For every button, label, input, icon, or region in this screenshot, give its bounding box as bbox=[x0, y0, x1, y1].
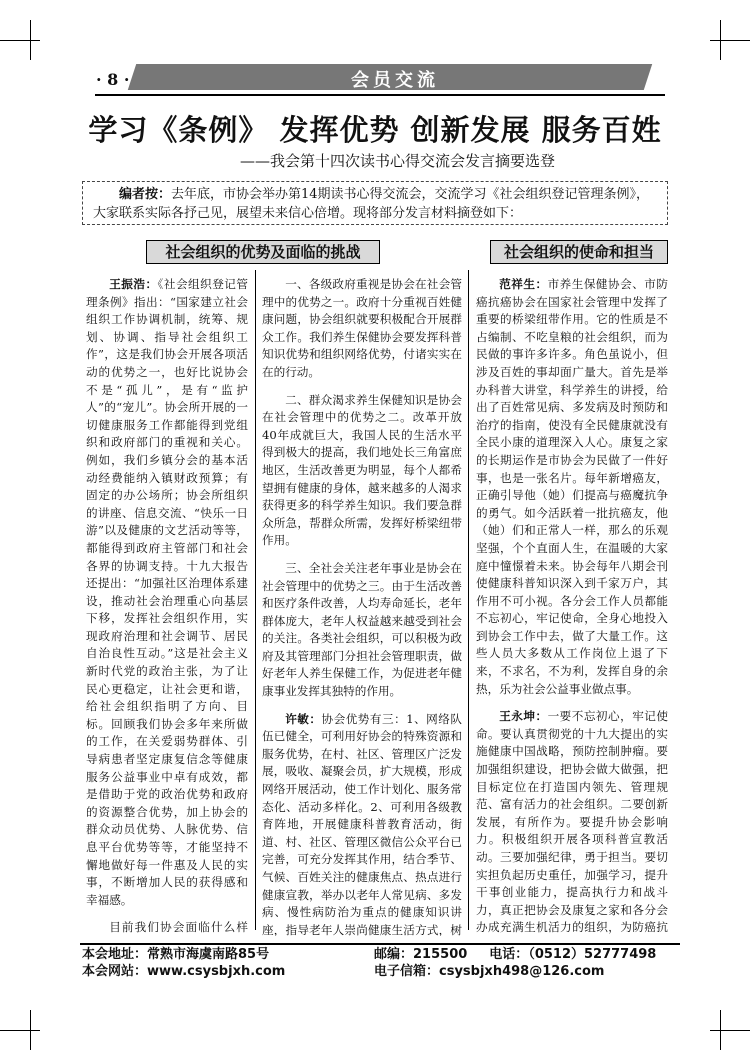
paragraph bbox=[262, 711, 462, 936]
footer-contact bbox=[374, 946, 656, 963]
paragraph-text: 协会优势有三：1、网络队伍已健全，可利用好协会的特殊资源和服务优势，在村、社区、管理区广泛发展，吸收、凝聚会员，扩大规模，形成网络开展活动，使工作计划化、服务常态化、活动多样化。2、可利用各级教育阵地，开展健康科普教育活动，街道、村、社区、管理区微信公众平台已完善，可充分发挥其作用，结合季节、气候、百姓关注的健康焦点、热点进行健康宣教，举办以老年人常见病、多发病、慢性病防治为重点的健康知识讲座，指导老年人崇尚健康生活方式，树 bbox=[262, 711, 462, 936]
paragraph bbox=[262, 560, 462, 701]
address-value: 常熟市海虞南路85号 bbox=[147, 947, 270, 962]
editor-note-label: 编者按： bbox=[119, 187, 172, 202]
section-title-right: 社会组织的使命和担当 bbox=[490, 240, 668, 264]
paragraph-text: 一、各级政府重视是协会在社会管理中的优势之一。政府十分重视百姓健康问题，协会组织就要积极配合开展群众工作。我们养生保健协会要发挥科普知识优势和组织网络优势，付诸实实在在的行动。 bbox=[262, 277, 462, 379]
section-banner-label: 会员交流 bbox=[351, 70, 439, 91]
footer-rule bbox=[80, 943, 680, 945]
headline-title: 学习《条例》 发挥优势 创新发展 服务百姓 bbox=[88, 113, 662, 147]
page-number: · 8 · bbox=[96, 70, 130, 89]
crop-mark bbox=[710, 1030, 750, 1031]
paragraph-text: 市养生保健协会、市防癌抗癌协会在国家社会管理中发挥了重要的桥梁纽带作用。它的性质是不占编制、不吃皇粮的社会组织，而为民做的事许多许多。角色虽说小，但涉及百姓的事却面广量大。首先是举办科普大讲堂，科学养生的讲授，给出了百姓常见病、多发病及时预防和治疗的指南，使没有全民健康就没有全民小康的道理深入人心。康复之家的长期运作是市协会为民做了一件好事，也是一张名片。每年新增癌友，正确引导他（她）们提高与癌魔抗争的勇气。如今活跃着一批抗癌友，他（她）们和正常人一样，那么的乐观坚强，个个直面人生，在温暖的大家庭中憧憬着未来。协会每年八期会刊使健康科普知识深入到千家万户，其作用不可小视。各分会工作人员都能不忘初心，牢记使命，全身心地投入到协会工作中去，做了大量工作。这些人员大多数从工作岗位上退了下来，不求名，不为利，发挥自身的余热，乐为社会公益事业做点事。 bbox=[476, 277, 668, 696]
footer-address bbox=[82, 946, 285, 963]
paragraph-text: 《社会组织登记管理条例》指出：“国家建立社会组织工作协调机制，统筹、规划、协调、指导社会组织工作”，这是我们协会开展各项活动的优势之一，也好比说协会不是“孤儿”，是有“监护人”的“宠儿”。协会所开展的一切健康服务工作都能得到党组织和政府部门的重视和关心。例如，我们乡镇分会的基本活动经费能纳入镇财政预算；有固定的办公场所；协会所组织的讲座、信息交流、“快乐一日游”以及健康的文艺活动等等，都能得到政府主管部门和社会各界的协调支持。十九大报告还提出：“加强社区治理体系建设，推动社会治理重心向基层下移，发挥社会组织作用，实现政府治理和社会调节、居民自治良性互动。”这是社会主义新时代党的政治主张，为了让民心更稳定，让社会更和谐，给社会组织指明了方向、目标。回顾我们协会多年来所做的工作，在关爱弱势群体、引导病患者坚定康复信念等健康服务公益事业中卓有成效，都是借助于党的政治优势和政府的资源整合优势，加上协会的群众动员优势、人脉优势、信息平台优势等等，才能坚持不懈地做好每一件惠及人民的实事，不断增加人民的获得感和幸福感。 bbox=[86, 277, 248, 907]
paragraph bbox=[476, 276, 668, 698]
paragraph bbox=[262, 276, 462, 382]
email-label: 电子信箱： bbox=[374, 964, 440, 979]
editor-note bbox=[82, 181, 668, 225]
phone-label: 电话： bbox=[489, 947, 529, 962]
speaker-name: 范祥生： bbox=[499, 277, 548, 291]
speaker-name: 王永坤： bbox=[499, 709, 548, 724]
postcode-label: 邮编： bbox=[374, 947, 414, 962]
paragraph-text: 一要不忘初心，牢记使命。要认真贯彻党的十九大提出的实施健康中国战略，预防控制肿瘤。要加强组织建设，把协会做大做强，把目标定位在打造国内领先、管理规范、富有活力的社会组织。二要创新发展，有所作为。要提升协会影响力。积极组织开展各项科普宣教活动。三要加强纪律，勇于担当。要切实担负起历史重任，加强学习，提升干事创业能力，提高执行力和战斗力，真正把协会及康复之家和各分会办成充满生机活力的组织，为防癌抗 bbox=[476, 709, 668, 935]
postcode-value: 215500 bbox=[413, 947, 468, 962]
phone-value: （0512）52777498 bbox=[528, 947, 657, 962]
paragraph-text: 二、群众渴求养生保健知识是协会在社会管理中的优势之二。改革开放40年成就巨大，我国人民的生活水平得到极大的提高，我们地处长三角富庶地区，生活改善更为明显，每个人都希望拥有健康的身体，越来越多的人渴求获得更多的科学养生知识。我们要急群众所急，帮群众所需，发挥好桥梁纽带作用。 bbox=[262, 392, 462, 548]
header-rule bbox=[95, 94, 665, 96]
paragraph bbox=[476, 708, 668, 936]
column-divider bbox=[468, 270, 469, 930]
paragraph bbox=[86, 276, 248, 909]
column-3 bbox=[476, 276, 668, 936]
headline-subtitle: ——我会第十四次读书心得交流会发言摘要选登 bbox=[240, 152, 556, 170]
column-1 bbox=[86, 276, 248, 936]
crop-mark bbox=[0, 1030, 40, 1031]
editor-note-text: 去年底，市协会举办第14期读书心得交流会，交流学习《社会组织登记管理条例》，大家联系实际各抒己见，展望未来信心倍增。现将部分发言材料摘登如下： bbox=[93, 187, 650, 221]
paragraph-text: 三、全社会关注老年事业是协会在社会管理中的优势之三。由于生活改善和医疗条件改善，人均寿命延长，老年群体庞大，老年人权益越来越受到社会的关注。各类社会组织，可以积极为政府及其管理部门分担社会管理职责，做好老年人养生保健工作，为促进老年健康事业发挥其独特的作用。 bbox=[262, 560, 462, 699]
column-divider bbox=[255, 270, 256, 930]
footer-website bbox=[82, 963, 285, 980]
address-label: 本会地址： bbox=[82, 947, 148, 962]
speaker-name: 王振浩： bbox=[109, 277, 158, 291]
email-link[interactable]: csysbjxh498@126.com bbox=[439, 964, 605, 979]
paragraph bbox=[262, 392, 462, 550]
crop-mark bbox=[710, 40, 750, 41]
paragraph bbox=[86, 919, 248, 936]
crop-mark bbox=[0, 40, 40, 41]
footer-left bbox=[82, 946, 285, 980]
paragraph-text: 目前我们协会面临什么样 bbox=[109, 920, 248, 935]
website-link[interactable]: www.csysbjxh.com bbox=[147, 964, 286, 979]
footer-right bbox=[374, 946, 656, 980]
speaker-name: 许敏： bbox=[285, 711, 322, 726]
footer-email bbox=[374, 963, 656, 980]
section-title-left: 社会组织的优势及面临的挑战 bbox=[146, 240, 380, 264]
column-2 bbox=[262, 276, 462, 936]
website-label: 本会网站： bbox=[82, 964, 148, 979]
